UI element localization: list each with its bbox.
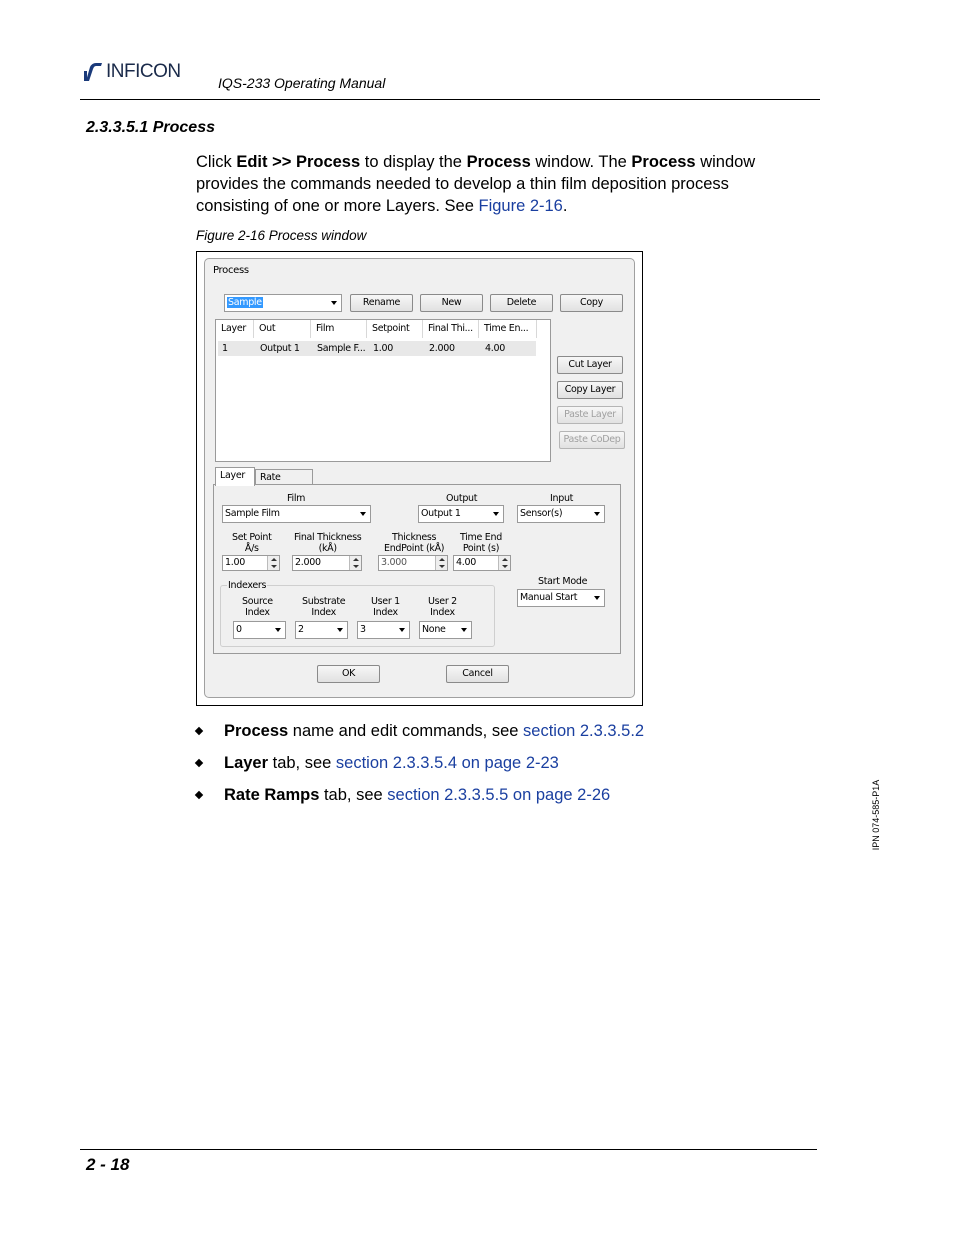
header-rule [80, 99, 820, 100]
cell-time-end: 4.00 [485, 343, 505, 354]
cancel-button[interactable]: Cancel [446, 665, 509, 683]
tab-rate-ramps[interactable]: Rate [255, 469, 313, 486]
process-window [204, 258, 635, 698]
section-link[interactable]: section 2.3.3.5.4 on page 2-23 [335, 754, 559, 772]
col-header-time-end[interactable]: Time En... [479, 320, 537, 338]
chevron-down-icon [331, 301, 337, 305]
col-header-setpoint[interactable]: Setpoint [367, 320, 423, 338]
process-name-combo[interactable]: Sample [224, 294, 342, 312]
chevron-down-icon [337, 628, 343, 632]
chevron-down-icon [594, 596, 600, 600]
document-code: IPN 074-585-P1A [871, 779, 881, 851]
cell-final-thickness: 2.000 [429, 343, 455, 354]
figure-link[interactable]: Figure 2-16 [478, 197, 563, 215]
cell-film: Sample F... [317, 343, 366, 354]
col-header-out[interactable]: Out [254, 320, 311, 338]
user2-index-label: User 2 Index [428, 596, 457, 618]
film-label: Film [287, 493, 306, 504]
layer-list[interactable] [215, 319, 551, 462]
tab-layer[interactable]: Layer [215, 467, 255, 486]
time-endpoint-label: Time End Point (s) [460, 532, 502, 554]
chevron-down-icon [360, 512, 366, 516]
new-button[interactable]: New [420, 294, 483, 312]
start-mode-label: Start Mode [538, 576, 588, 587]
section-link[interactable]: section 2.3.3.5.5 on page 2-26 [387, 786, 611, 804]
section-title: 2.3.3.5.1 Process [86, 119, 215, 136]
copy-button[interactable]: Copy [560, 294, 623, 312]
copy-layer-button[interactable]: Copy Layer [557, 381, 623, 399]
cell-out: Output 1 [260, 343, 300, 354]
cell-layer: 1 [222, 343, 228, 354]
substrate-index-label: Substrate Index [302, 596, 346, 618]
manual-title: IQS-233 Operating Manual [218, 75, 386, 91]
setpoint-label: Set Point Å/s [232, 532, 272, 554]
user1-index-label: User 1 Index [371, 596, 400, 618]
spinner-icon[interactable] [435, 556, 447, 570]
setpoint-input[interactable]: 1.00 [222, 555, 280, 571]
chevron-down-icon [493, 512, 499, 516]
intro-paragraph: Click Edit >> Process to display the Process window. The Process window provides the commands needed to develop a thin film deposition process consisting of one or more Layers. See Figure 2-16. [196, 153, 756, 215]
col-header-film[interactable]: Film [311, 320, 367, 338]
figure-frame [196, 251, 643, 706]
inficon-logo [82, 60, 181, 84]
input-combo[interactable]: Sensor(s) [517, 505, 605, 523]
spinner-icon[interactable] [498, 556, 510, 570]
paste-codep-button[interactable]: Paste CoDep [559, 431, 625, 449]
spinner-icon[interactable] [267, 556, 279, 570]
footer-rule [80, 1149, 817, 1150]
thickness-endpoint-label: Thickness EndPoint (kÅ) [384, 532, 445, 554]
chevron-down-icon [461, 628, 467, 632]
output-combo[interactable]: Output 1 [418, 505, 504, 523]
window-title: Process [213, 265, 249, 276]
rename-button[interactable]: Rename [350, 294, 413, 312]
start-mode-combo[interactable]: Manual Start [517, 589, 605, 607]
time-endpoint-input[interactable]: 4.00 [453, 555, 511, 571]
inficon-logo-icon [82, 61, 104, 83]
paste-layer-button[interactable]: Paste Layer [557, 406, 623, 424]
chevron-down-icon [399, 628, 405, 632]
source-index-combo[interactable]: 0 [233, 621, 286, 639]
delete-button[interactable]: Delete [490, 294, 553, 312]
substrate-index-combo[interactable]: 2 [295, 621, 348, 639]
diamond-bullet-icon [195, 727, 203, 735]
figure-caption: Figure 2-16 Process window [196, 228, 367, 243]
ok-button[interactable]: OK [317, 665, 380, 683]
film-combo[interactable]: Sample Film [222, 505, 371, 523]
col-header-final-thickness[interactable]: Final Thi... [423, 320, 479, 338]
cut-layer-button[interactable]: Cut Layer [557, 356, 623, 374]
final-thickness-input[interactable]: 2.000 [292, 555, 362, 571]
indexers-label: Indexers [228, 580, 267, 591]
cell-setpoint: 1.00 [373, 343, 393, 354]
diamond-bullet-icon [195, 759, 203, 767]
brand-name: INFICON [106, 61, 181, 82]
output-label: Output [446, 493, 478, 504]
layer-tab-panel [213, 484, 621, 654]
thickness-endpoint-input[interactable]: 3.000 [378, 555, 448, 571]
user2-index-combo[interactable]: None [419, 621, 472, 639]
source-index-label: Source Index [242, 596, 273, 618]
input-label: Input [550, 493, 574, 504]
diamond-bullet-icon [195, 791, 203, 799]
page-number: 2 - 18 [86, 1155, 130, 1174]
col-header-layer[interactable]: Layer [216, 320, 254, 338]
final-thickness-label: Final Thickness (kÅ) [294, 532, 362, 554]
section-link[interactable]: section 2.3.3.5.2 [523, 722, 645, 740]
user1-index-combo[interactable]: 3 [357, 621, 410, 639]
chevron-down-icon [594, 512, 600, 516]
chevron-down-icon [275, 628, 281, 632]
spinner-icon[interactable] [349, 556, 361, 570]
